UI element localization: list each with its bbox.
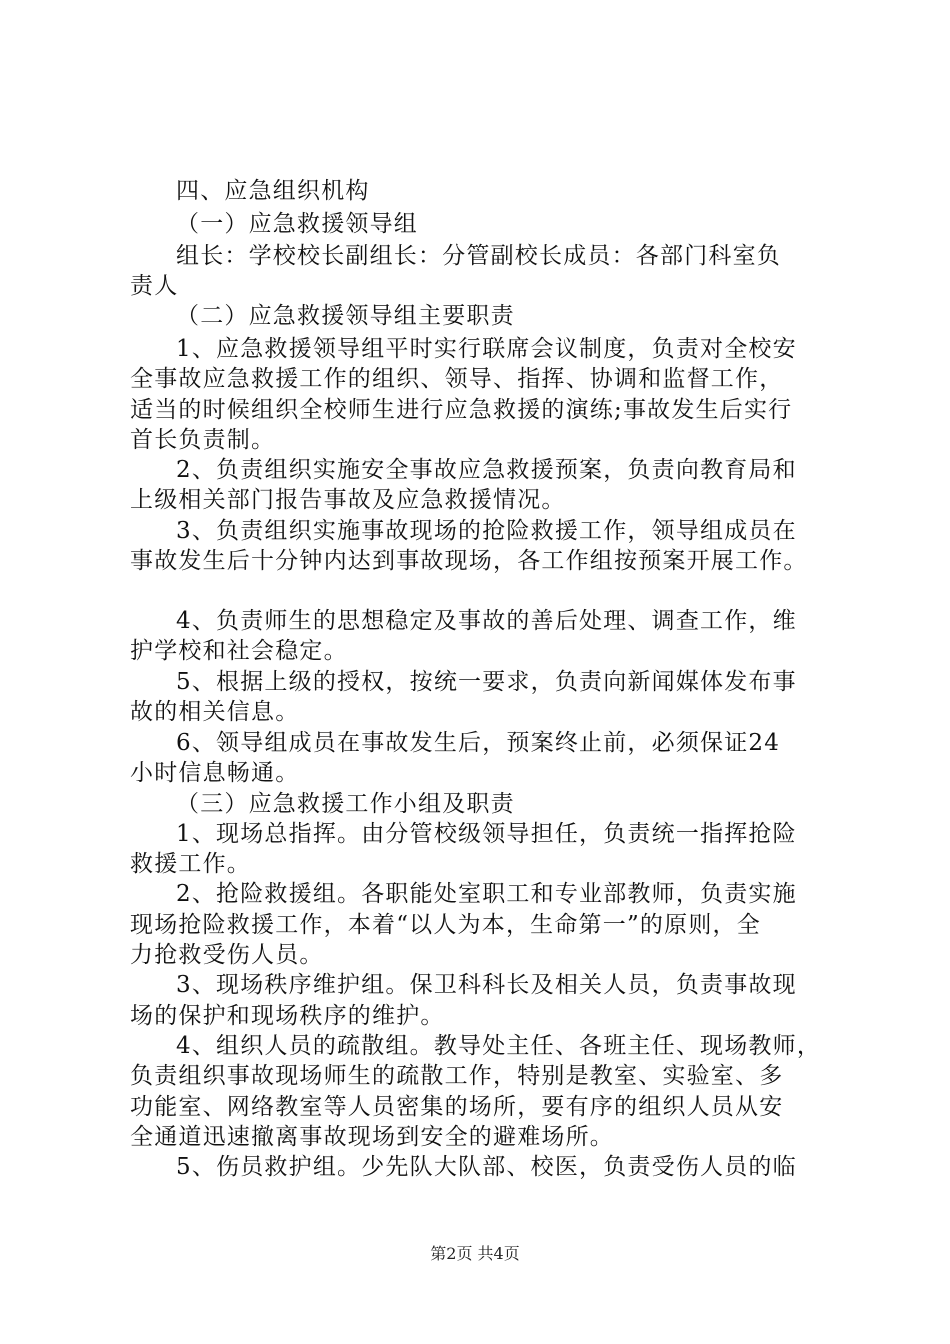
paragraph-line: 2、负责组织实施安全事故应急救援预案，负责向教育局和 bbox=[176, 457, 797, 483]
paragraph-line: 1、应急救援领导组平时实行联席会议制度，负责对全校安 bbox=[176, 336, 797, 362]
paragraph-line: 事故发生后十分钟内达到事故现场，各工作组按预案开展工作。 bbox=[130, 548, 808, 574]
paragraph-line: 护学校和社会稳定。 bbox=[130, 638, 348, 664]
paragraph-line: 场的保护和现场秩序的维护。 bbox=[130, 1003, 445, 1029]
paragraph-line: 负责组织事故现场师生的疏散工作，特别是教室、实验室、多 bbox=[130, 1063, 784, 1089]
subsection-heading: （三）应急救援工作小组及职责 bbox=[176, 791, 515, 817]
paragraph-line: 上级相关部门报告事故及应急救援情况。 bbox=[130, 487, 566, 513]
paragraph-line: 4、负责师生的思想稳定及事故的善后处理、调查工作，维 bbox=[176, 608, 797, 634]
paragraph-line: 6、领导组成员在事故发生后，预案终止前，必须保证24 bbox=[176, 730, 781, 756]
page-footer: 第2页 共4页 bbox=[430, 1244, 520, 1263]
subsection-heading: （二）应急救援领导组主要职责 bbox=[176, 303, 515, 329]
paragraph-line: 力抢救受伤人员。 bbox=[130, 942, 324, 968]
paragraph-line: 责人 bbox=[130, 273, 179, 299]
paragraph-line: 组长：学校校长副组长：分管副校长成员：各部门科室负 bbox=[176, 243, 781, 269]
paragraph-line: 1、现场总指挥。由分管校级领导担任，负责统一指挥抢险 bbox=[176, 821, 797, 847]
paragraph-line: 全通道迅速撤离事故现场到安全的避难场所。 bbox=[130, 1124, 614, 1150]
paragraph-line: 3、现场秩序维护组。保卫科科长及相关人员，负责事故现 bbox=[176, 972, 797, 998]
section-heading: 四、应急组织机构 bbox=[176, 178, 370, 204]
paragraph-line: 现场抢险救援工作，本着“以人为本，生命第一”的原则，全 bbox=[130, 912, 761, 938]
paragraph-line: 5、伤员救护组。少先队大队部、校医，负责受伤人员的临 bbox=[176, 1154, 797, 1180]
paragraph-line: 功能室、网络教室等人员密集的场所，要有序的组织人员从安 bbox=[130, 1094, 784, 1120]
subsection-heading: （一）应急救援领导组 bbox=[176, 211, 418, 237]
paragraph-line: 故的相关信息。 bbox=[130, 699, 300, 725]
paragraph-line: 4、组织人员的疏散组。教导处主任、各班主任、现场教师， bbox=[176, 1033, 822, 1059]
paragraph-line: 2、抢险救援组。各职能处室职工和专业部教师，负责实施 bbox=[176, 881, 797, 907]
paragraph-line: 适当的时候组织全校师生进行应急救援的演练;事故发生后实行 bbox=[130, 397, 793, 423]
paragraph-line: 小时信息畅通。 bbox=[130, 760, 300, 786]
paragraph-line: 全事故应急救援工作的组织、领导、指挥、协调和监督工作， bbox=[130, 366, 784, 392]
paragraph-line: 首长负责制。 bbox=[130, 427, 276, 453]
paragraph-line: 救援工作。 bbox=[130, 851, 251, 877]
paragraph-line: 3、负责组织实施事故现场的抢险救援工作，领导组成员在 bbox=[176, 518, 797, 544]
paragraph-line: 5、根据上级的授权，按统一要求，负责向新闻媒体发布事 bbox=[176, 669, 797, 695]
